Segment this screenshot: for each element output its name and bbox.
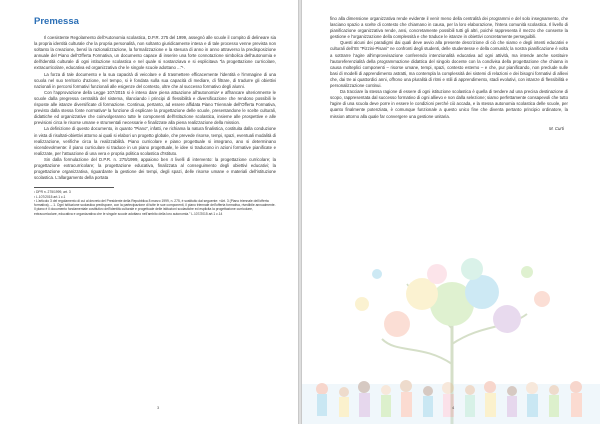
footnotes xyxy=(34,190,276,216)
left-body-text xyxy=(34,35,276,181)
paragraph: La forza di tale documento e la sua capacità di veicolare e di trasmettere efficacemente l'identità e l'immagine di una scuola nel suo territorio d'azione, nel tempo, si è fondata sulla sua capacità di mediare, di filtrare, di tradurre gli obiettivi nazionali in percorsi formativi funzionali alle esigenze del contesto, oltre che al successo formativo degli alunni. xyxy=(34,71,276,89)
paragraph: Con l'approvazione della Legge 107/2015 si è inteso dare piena attuazione all'autonomia² e affrancare ulteriormente le scuole dalla pregressa centralità del sistema, rilanciando i principi di flessibilità e diversificazione che rendono possibili le risposte alle istanze diversificate di formazione. Continua, pertanto, ad essere affidata Piano Triennale dell'Offerta Formativa, previsto dalla stessa fonte normativa³ la funzione di esplicare la progettazione delle scuole, presentandone le scelte culturali, didattiche ed organizzative che coinvolgeranno tutte le componenti dell'istituzione scolastica, insieme alle prospettive e alle previsioni circa le risorse umane e strumentali necessarie e finalizzate alla piena realizzazione della mission. xyxy=(34,89,276,126)
footnote: ¹ DPR n. 275/1999, art. 3 xyxy=(34,190,71,195)
footnote-divider xyxy=(34,187,114,188)
crowd-illustration xyxy=(302,244,600,424)
paragraph: Sin dalla formulazione del D.P.R. n. 275/1999, appaiono ben 4 livelli di intervento: la progettazione curricolare; la progettazione extracurricolare; la progettazione educativa, finalizzata al conseguimento degli obiettivi educativi; la progettazione organizzativa, riguardante la gestione dei tempi, degli spazi, delle risorse umane e materiali dell'istituzione scolastica. L'allargamento della portata xyxy=(34,156,276,181)
page-number: 4 xyxy=(452,405,455,410)
footnote: ³ L'articolo 3 del regolamento di cui al decreto del Presidente della Repubblica 8 marzo 1999, n. 275, è sostituito dal seguente: «Art. 3 (Piano triennale dell'offerta formativa). – 1. Ogni istituzione scolastica predispone, con la partecipazione di tutte le sue componenti, il piano triennale dell'offerta formativa, rivedibile annualmente. Il piano è il documento fondamentale costitutivo dell'identità culturale e progettuale delle istituzioni scolastiche ed esplicita la progettazione curricolare, extracurricolare, educativa e organizzativa che le singole scuole adottano nell'ambito della loro autonomia." L.107/2015 art.1 c.14 xyxy=(34,198,276,216)
paragraph: Da tracciare la stessa ragione di essere di ogni istituzione scolastica è quella di tendere ad una precisa destinazione di scopo, rappresentata dal successo formativo di ogni allievo e non dalla selezione; siamo perfettamente consapevoli che tutto l'agire di una scuola deve porre in essere le condizioni perché ciò accada, e la stessa autonomia scolastica delle scuole, per quanto finalmente potenziata, è comunque funzionale a questo unico fine che diventa pertanto principio ordinatore, la mission attorno alla quale far convergere una gestione unitaria. xyxy=(330,89,568,119)
paragraph: La definizione di questo documento, in quanto "Piano", infatti, ne richiama la natura finalistica, costituita dalla conduzione in vista di risultati-obiettivi attorno ai quali si elabori un progetto globale, che prevede risorse, tempi, spazi, eventuali modalità di realizzazione, verifiche circa la realizzabilità. Piano curricolare e piano progettuale si integrano, ano si determinano vicendevolmente: il piano curriculare si traduce in un piano progettuale, le idee si traducono in azioni formative pianificate e realizzate, per l'attuazione di una vera e propria politica scolastica d'Istituto. xyxy=(34,126,276,156)
page-number: 3 xyxy=(157,405,160,410)
page-title: Premessa xyxy=(34,16,79,27)
right-page xyxy=(302,0,600,424)
paragraph: Il coesistente Regolamento dell'Autonomia scolastica, D.P.R. 275 del 1999, assegnò alle scuole il compito di delineare sia la propria identità culturale che la propria personalità, non soltanto giuridicamente intesa e di tale processo venne prevista non soltanto la creazione, bensì la razionalizzazione, la formalizzazione e la stesura di anno in anno attraverso la predisposizione annuale del Piano dell'Offerta Formativa, un documento capace di inserire una forte connotazione simbolica dell'autonomia e dell'identità culturale di ogni istituzione scolastica e nel quale si sostanziava e si esplicitava "la progettazione curricolare, extracurricolare, educativa ed organizzativa che le singole scuole adottano ..."¹. xyxy=(34,35,276,71)
paragraph: fino alla dimensione organizzativa rende evidente il venir meno della centralità dei programmi e del solo insegnamento, che lasciano spazio a scelte di contesto che chiamano in causa, per la loro elaborazione, l'intera comunità scolastica. Il livello di pianificazione organizzativa rende, ansi, concretamente possibili tutti gli altri, poiché rappresenta il mezzo che consente la gestione e l'organizzazione della complessità e che traduce le istanze in obiettivi concretamente perseguibili. xyxy=(330,16,568,40)
left-page xyxy=(0,0,298,424)
signature: M. Curti xyxy=(548,125,564,131)
right-body-text xyxy=(330,16,568,131)
paragraph: Questi alcuni dei paradigmi dai quali deve avvio alla presente descrizione di ciò che siamo e degli intenti educativi e culturali dell'IIS "Pizzini-Pisani" ne confronti degli studenti, delle studentesse e della comunità; la nostra pianificazione è volta a sottrarre l'agire all'improvvisazione conferendo intenzionalità educativa ad ogni attività, ma intende anche sostituire l'autoreferenzialità della programmazione didattica del singolo docente con la condivisa della progettazione che chiama in causa molteplici componenti – risorse umane, tempi, spazi, contesto esterno – e che, pur pianificando, non preclude sulle basi di modelli di apprendimento astratti, ma contempla la complessità dei sistemi di relazioni e dei bisogni formativi di allievi che, dai tre ai quattordici anni, offrono una pluralità di ritmi e stili di apprendimento, stadi evolutivi, con istanze di flessibilità e personalizzazione continui. xyxy=(330,40,568,89)
footnote: ² L.107/2015 art.1 c.1 xyxy=(34,194,66,199)
